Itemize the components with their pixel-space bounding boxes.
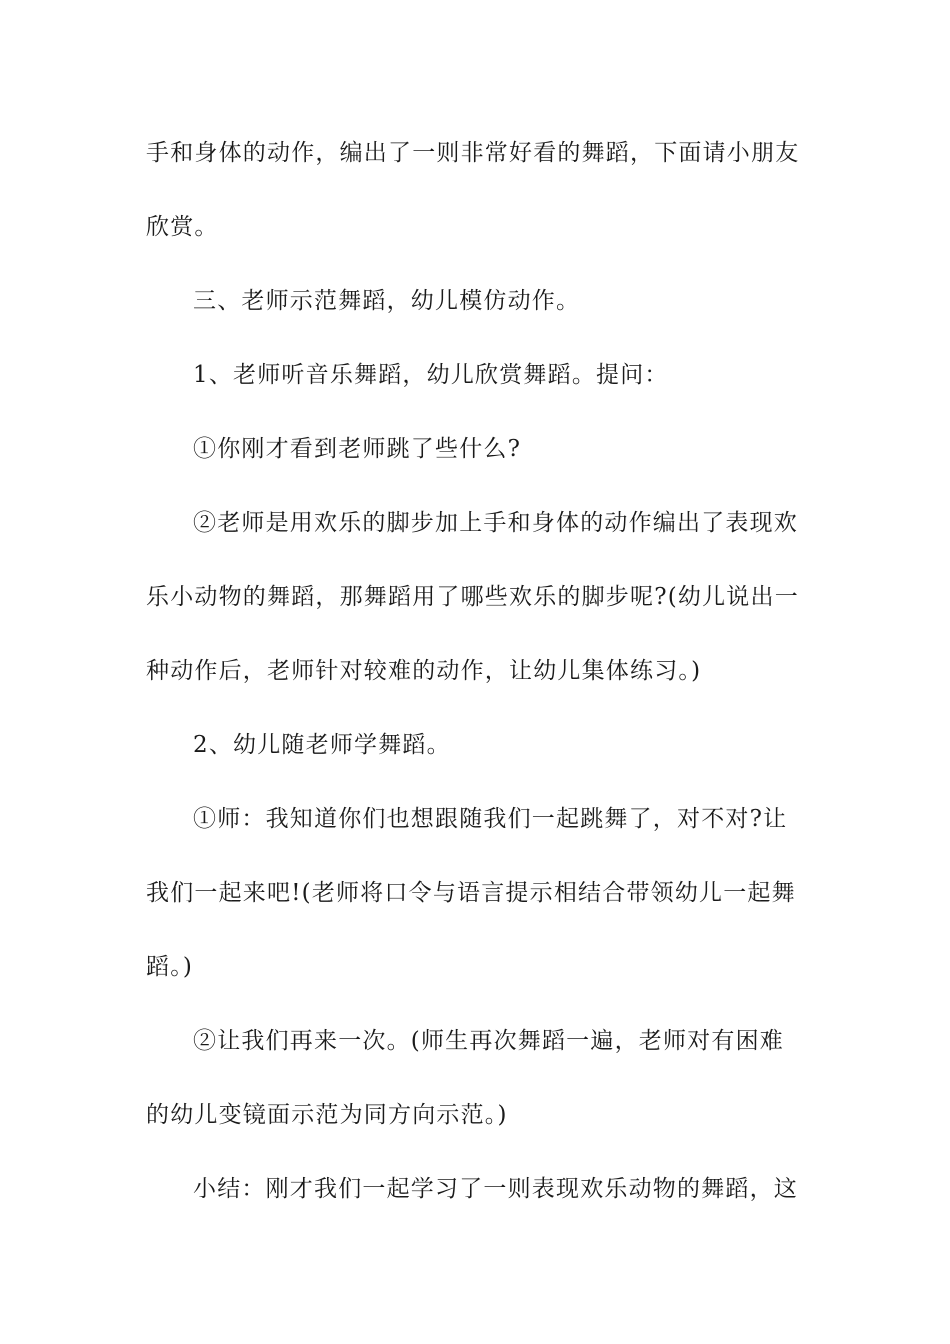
text-line: 乐小动物的舞蹈，那舞蹈用了哪些欢乐的脚步呢?(幼儿说出一 bbox=[146, 584, 799, 610]
text-line: 我们一起来吧!(老师将口令与语言提示相结合带领幼儿一起舞 bbox=[146, 880, 796, 906]
list-item: 2、幼儿随老师学舞蹈。 bbox=[193, 732, 451, 758]
summary-line: 小结：刚才我们一起学习了一则表现欢乐动物的舞蹈，这 bbox=[193, 1176, 798, 1202]
text-line: 手和身体的动作，编出了一则非常好看的舞蹈，下面请小朋友 bbox=[146, 140, 800, 166]
list-item: 1、老师听音乐舞蹈，幼儿欣赏舞蹈。提问： bbox=[193, 362, 669, 388]
question-item: ②让我们再来一次。(师生再次舞蹈一遍，老师对有困难 bbox=[193, 1028, 784, 1054]
question-item: ②老师是用欢乐的脚步加上手和身体的动作编出了表现欢 bbox=[193, 510, 798, 536]
text-line: 欣赏。 bbox=[146, 214, 219, 240]
text-line: 的幼儿变镜面示范为同方向示范。) bbox=[146, 1102, 508, 1128]
question-item: ①你刚才看到老师跳了些什么? bbox=[193, 436, 522, 462]
section-heading: 三、老师示范舞蹈，幼儿模仿动作。 bbox=[193, 288, 581, 314]
text-line: 蹈。) bbox=[146, 954, 194, 980]
question-item: ①师：我知道你们也想跟随我们一起跳舞了，对不对?让 bbox=[193, 806, 788, 832]
text-line: 种动作后，老师针对较难的动作，让幼儿集体练习。) bbox=[146, 658, 702, 684]
